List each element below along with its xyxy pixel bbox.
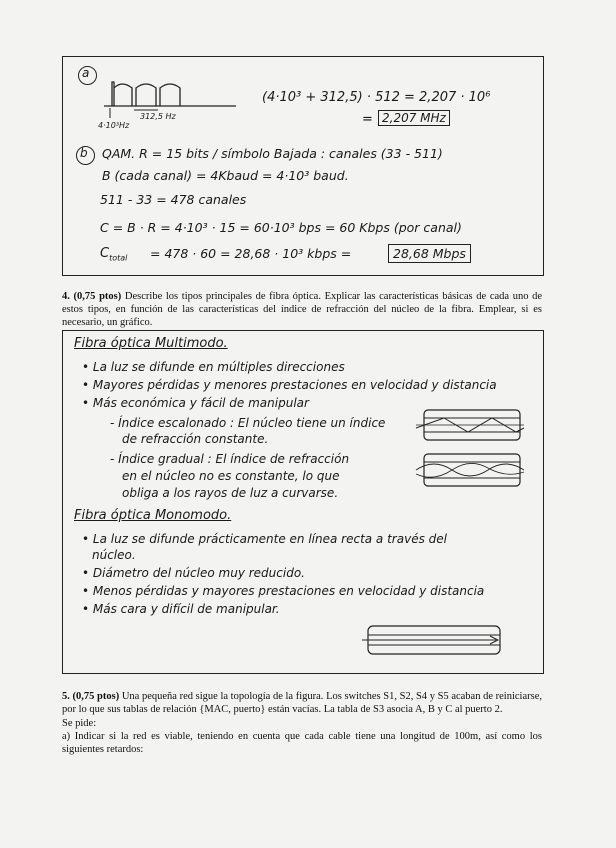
step-index-fiber-sketch: [416, 408, 526, 444]
part-b-total-line: = 478 · 60 = 28,68 · 10³ kbps =: [150, 246, 352, 261]
question-5-number: 5.: [62, 691, 70, 702]
part-b-capacity-line: C = B · R = 4·10³ · 15 = 60·10³ bps = 60 Kbps (por canal): [100, 220, 462, 235]
question-5-asks: Se pide:: [62, 718, 97, 729]
multimode-title: Fibra óptica Multimodo.: [74, 336, 228, 351]
multimode-item-1: • La luz se difunde en múltiples direcciones: [82, 360, 345, 374]
single-mode-fiber-sketch: [360, 622, 510, 658]
part-a-label: a: [82, 66, 90, 80]
part-b-channels-line: 511 - 33 = 478 canales: [100, 192, 247, 207]
multimode-item-3: • Más económica y fácil de manipular: [82, 396, 309, 410]
part-a-formula: (4·10³ + 312,5) · 512 = 2,207 · 10⁶: [262, 90, 491, 105]
singlemode-item-1: • Diámetro del núcleo muy reducido.: [82, 566, 305, 580]
question-4-points: (0,75 ptos): [73, 291, 122, 302]
singlemode-item-2: • Menos pérdidas y mayores prestaciones en velocidad y distancia: [82, 584, 485, 598]
graded-index-line-3: obliga a los rayos de luz a curvarse.: [122, 486, 339, 500]
step-index-line-1: - Índice escalonado : El núcleo tiene un índice: [110, 416, 386, 430]
singlemode-item-3: • Más cara y difícil de manipular.: [82, 602, 280, 616]
multimode-item-2: • Mayores pérdidas y menores prestaciones en velocidad y distancia: [82, 378, 497, 392]
question-5: [62, 690, 542, 716]
graded-index-line-1: - Índice gradual : El índice de refracción: [110, 452, 350, 466]
question-4-number: 4.: [62, 291, 70, 302]
part-b-qam-line: QAM. R = 15 bits / símbolo Bajada : canales (33 - 511): [102, 146, 443, 161]
question-5-points: (0,75 ptos): [72, 691, 120, 702]
graded-index-fiber-sketch: [416, 452, 526, 492]
singlemode-line-1: • La luz se difunde prácticamente en línea recta a través del: [82, 532, 447, 546]
total-prefix: C: [100, 246, 110, 261]
graded-index-line-2: en el núcleo no es constante, lo que: [122, 469, 340, 483]
question-5-text: Una pequeña red sigue la topología de la figura. Los switches S1, S2, S4 y S5 acaban de reiniciarse, por lo que sus tablas de relación {MAC, puerto} están vacías. La tabla de S3 asocia A, B y C al puerto 2.: [62, 691, 542, 715]
question-4-text: Describe los tipos principales de fibra óptica. Explicar las características básicas de cada uno de estos tipos, en función de las características del índice de refracción del núcleo de la fibra. Emplear, si es necesario, un gráfico.: [62, 291, 543, 328]
step-index-line-2: de refracción constante.: [122, 432, 269, 446]
axis-label-right: 312,5 Hz: [140, 112, 176, 121]
part-a-result: 2,207 MHz: [378, 110, 450, 126]
part-b-label: b: [80, 146, 88, 160]
axis-label-left: 4·10³Hz: [98, 121, 130, 130]
question-4: [62, 290, 542, 329]
part-b-baud-line: B (cada canal) = 4Kbaud = 4·10³ baud.: [102, 168, 349, 183]
part-a-equals: =: [362, 112, 373, 127]
part-b-total-symbol: [100, 246, 127, 263]
total-subscript: total: [109, 253, 128, 263]
spectrum-channels: [112, 82, 180, 106]
singlemode-title: Fibra óptica Monomodo.: [74, 508, 232, 523]
singlemode-line-2: núcleo.: [92, 548, 136, 562]
question-5-item-a: a) Indicar si la red es viable, teniendo en cuenta que cada cable tiene una longitud de 100m, así como los siguientes retardos:: [62, 731, 542, 755]
part-b-total-result: 28,68 Mbps: [388, 244, 471, 263]
